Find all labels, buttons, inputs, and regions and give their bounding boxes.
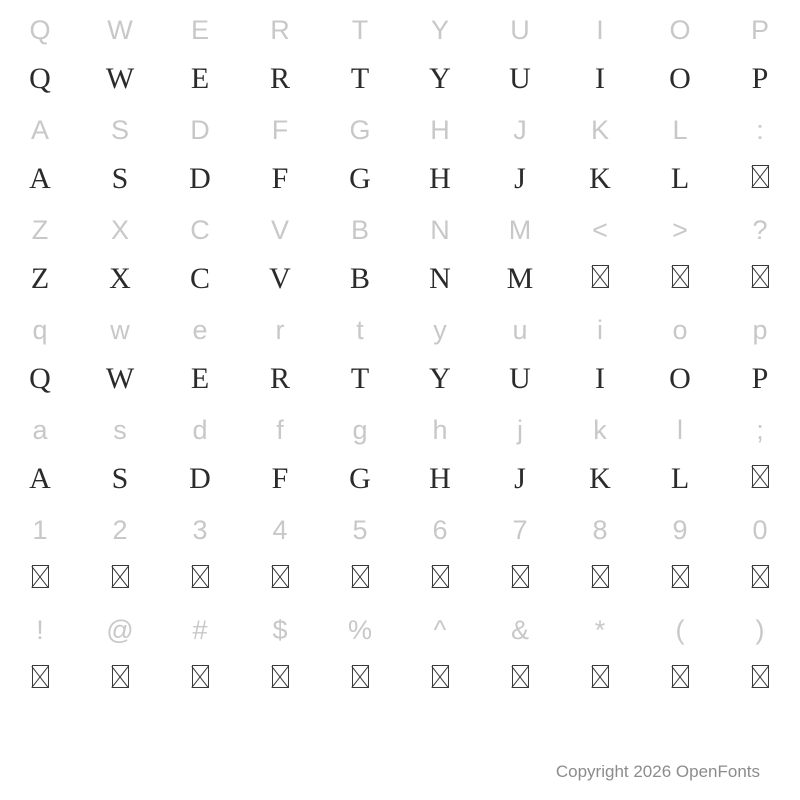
key-cell: u: [512, 315, 528, 345]
missing-glyph-cell: [720, 464, 800, 500]
missing-glyph-cell: [400, 664, 480, 700]
key-cell: 6: [432, 515, 448, 545]
missing-glyph-box: [752, 565, 769, 588]
key-cell: #: [192, 615, 208, 645]
footer: [0, 762, 800, 782]
missing-glyph-box: [432, 665, 449, 688]
glyph-cell: D: [189, 462, 211, 495]
key-row: [0, 200, 800, 248]
key-cell: 2: [112, 515, 128, 545]
key-cell: N: [430, 215, 450, 245]
glyph-cell: F: [271, 162, 289, 195]
key-cell: S: [110, 115, 129, 145]
glyph-cell: K: [589, 162, 611, 195]
glyph-row: [0, 348, 800, 400]
missing-glyph-box: [192, 665, 209, 688]
missing-glyph-box: [592, 265, 609, 288]
key-cell: B: [350, 215, 369, 245]
missing-glyph-cell: [400, 564, 480, 600]
glyph-cell: R: [269, 62, 290, 95]
key-cell: J: [513, 115, 527, 145]
key-cell: ;: [756, 415, 764, 445]
glyph-cell: N: [429, 262, 451, 295]
missing-glyph-cell: [80, 564, 160, 600]
glyph-cell: H: [429, 162, 451, 195]
key-cell: 9: [672, 515, 688, 545]
key-cell: P: [750, 15, 769, 45]
glyph-row: [0, 448, 800, 500]
key-cell: f: [276, 415, 284, 445]
key-cell: !: [36, 615, 44, 645]
key-cell: q: [32, 315, 48, 345]
key-cell: C: [190, 215, 210, 245]
key-cell: :: [756, 115, 764, 145]
glyph-cell: Y: [429, 362, 451, 395]
glyph-cell: L: [670, 462, 690, 495]
missing-glyph-box: [192, 565, 209, 588]
missing-glyph-cell: [720, 564, 800, 600]
glyph-cell: G: [349, 462, 371, 495]
key-cell: e: [192, 315, 208, 345]
key-cell: *: [594, 615, 606, 645]
missing-glyph-box: [432, 565, 449, 588]
missing-glyph-box: [752, 665, 769, 688]
missing-glyph-cell: [0, 564, 80, 600]
key-row: [0, 100, 800, 148]
missing-glyph-cell: [640, 664, 720, 700]
glyph-cell: E: [190, 62, 210, 95]
key-cell: R: [270, 15, 290, 45]
key-cell: A: [30, 115, 49, 145]
key-cell: i: [597, 315, 603, 345]
glyph-cell: B: [349, 262, 370, 295]
missing-glyph-box: [752, 465, 769, 488]
missing-glyph-cell: [240, 564, 320, 600]
glyph-cell: I: [595, 62, 605, 95]
key-cell: Z: [31, 215, 49, 245]
missing-glyph-box: [672, 665, 689, 688]
key-cell: ?: [752, 215, 768, 245]
key-cell: O: [669, 15, 691, 45]
key-cell: r: [275, 315, 285, 345]
key-cell: @: [106, 615, 134, 645]
missing-glyph-box: [352, 665, 369, 688]
key-cell: ): [755, 615, 765, 645]
key-cell: j: [517, 415, 523, 445]
key-cell: 8: [592, 515, 608, 545]
missing-glyph-cell: [320, 664, 400, 700]
key-row: [0, 400, 800, 448]
key-cell: a: [32, 415, 48, 445]
key-row: [0, 600, 800, 648]
missing-glyph-box: [672, 265, 689, 288]
glyph-cell: P: [751, 62, 769, 95]
key-cell: t: [356, 315, 364, 345]
missing-glyph-cell: [640, 264, 720, 300]
missing-glyph-box: [512, 665, 529, 688]
key-cell: 0: [752, 515, 768, 545]
glyph-cell: H: [429, 462, 451, 495]
missing-glyph-cell: [560, 264, 640, 300]
missing-glyph-cell: [80, 664, 160, 700]
key-cell: $: [272, 615, 288, 645]
key-cell: H: [430, 115, 450, 145]
glyph-row: [0, 548, 800, 600]
missing-glyph-box: [272, 565, 289, 588]
missing-glyph-box: [592, 565, 609, 588]
key-cell: >: [672, 215, 688, 245]
key-cell: Q: [29, 15, 51, 45]
glyph-cell: X: [109, 262, 131, 295]
glyph-cell: K: [589, 462, 611, 495]
glyph-cell: C: [189, 262, 210, 295]
glyph-cell: J: [514, 162, 526, 195]
key-cell: w: [110, 315, 130, 345]
glyph-cell: S: [111, 162, 129, 195]
missing-glyph-box: [752, 265, 769, 288]
glyph-cell: V: [269, 262, 291, 295]
key-cell: M: [508, 215, 532, 245]
missing-glyph-cell: [720, 664, 800, 700]
key-cell: 4: [272, 515, 288, 545]
missing-glyph-cell: [480, 564, 560, 600]
glyph-cell: M: [506, 262, 534, 295]
missing-glyph-box: [352, 565, 369, 588]
key-cell: W: [107, 15, 133, 45]
key-cell: G: [349, 115, 371, 145]
glyph-row: [0, 648, 800, 700]
glyph-row: [0, 148, 800, 200]
key-cell: T: [351, 15, 369, 45]
glyph-cell: U: [509, 62, 531, 95]
key-cell: <: [592, 215, 608, 245]
missing-glyph-box: [672, 565, 689, 588]
glyph-cell: D: [189, 162, 211, 195]
missing-glyph-box: [32, 665, 49, 688]
missing-glyph-cell: [720, 264, 800, 300]
glyph-cell: O: [669, 62, 691, 95]
missing-glyph-cell: [0, 664, 80, 700]
missing-glyph-cell: [560, 664, 640, 700]
key-cell: %: [347, 615, 372, 645]
key-cell: V: [270, 215, 289, 245]
glyph-cell: S: [111, 462, 129, 495]
glyph-cell: Y: [429, 62, 451, 95]
key-cell: s: [113, 415, 127, 445]
missing-glyph-box: [592, 665, 609, 688]
missing-glyph-cell: [560, 564, 640, 600]
key-row: [0, 0, 800, 48]
missing-glyph-cell: [640, 564, 720, 600]
key-cell: k: [593, 415, 607, 445]
glyph-cell: W: [105, 362, 135, 395]
glyph-cell: A: [29, 162, 51, 195]
key-cell: d: [192, 415, 208, 445]
missing-glyph-cell: [160, 564, 240, 600]
glyph-cell: P: [751, 362, 769, 395]
missing-glyph-box: [272, 665, 289, 688]
copyright-notice: Copyright 2026 OpenFonts: [555, 762, 760, 781]
key-cell: ^: [433, 615, 447, 645]
glyph-cell: O: [669, 362, 691, 395]
glyph-cell: G: [349, 162, 371, 195]
key-cell: (: [675, 615, 685, 645]
key-cell: E: [190, 15, 209, 45]
missing-glyph-box: [512, 565, 529, 588]
missing-glyph-box: [112, 565, 129, 588]
glyph-cell: A: [29, 462, 51, 495]
missing-glyph-box: [32, 565, 49, 588]
key-cell: L: [672, 115, 688, 145]
glyph-cell: U: [509, 362, 531, 395]
key-cell: 5: [352, 515, 368, 545]
key-cell: 3: [192, 515, 208, 545]
missing-glyph-cell: [480, 664, 560, 700]
missing-glyph-cell: [720, 164, 800, 200]
key-cell: U: [510, 15, 530, 45]
glyph-cell: F: [271, 462, 289, 495]
key-row: [0, 300, 800, 348]
key-cell: p: [752, 315, 768, 345]
glyph-cell: Q: [29, 62, 51, 95]
key-cell: y: [433, 315, 447, 345]
glyph-cell: T: [350, 62, 370, 95]
glyph-cell: Q: [29, 362, 51, 395]
key-cell: g: [352, 415, 368, 445]
key-cell: Y: [430, 15, 449, 45]
missing-glyph-cell: [240, 664, 320, 700]
missing-glyph-box: [112, 665, 129, 688]
glyph-cell: R: [269, 362, 290, 395]
key-cell: K: [590, 115, 609, 145]
key-cell: l: [677, 415, 683, 445]
missing-glyph-cell: [160, 664, 240, 700]
key-cell: 1: [32, 515, 48, 545]
glyph-row: [0, 248, 800, 300]
key-cell: D: [190, 115, 210, 145]
key-cell: h: [432, 415, 448, 445]
key-cell: I: [596, 15, 604, 45]
glyph-cell: L: [670, 162, 690, 195]
glyph-row: [0, 48, 800, 100]
key-row: [0, 500, 800, 548]
glyph-cell: Z: [30, 262, 50, 295]
glyph-cell: I: [595, 362, 605, 395]
key-cell: 7: [512, 515, 528, 545]
glyph-cell: W: [105, 62, 135, 95]
missing-glyph-box: [752, 165, 769, 188]
key-cell: X: [110, 215, 129, 245]
key-cell: o: [672, 315, 688, 345]
key-cell: F: [271, 115, 289, 145]
key-cell: &: [510, 615, 529, 645]
glyph-cell: E: [190, 362, 210, 395]
glyph-cell: J: [514, 462, 526, 495]
missing-glyph-cell: [320, 564, 400, 600]
glyph-cell: T: [350, 362, 370, 395]
